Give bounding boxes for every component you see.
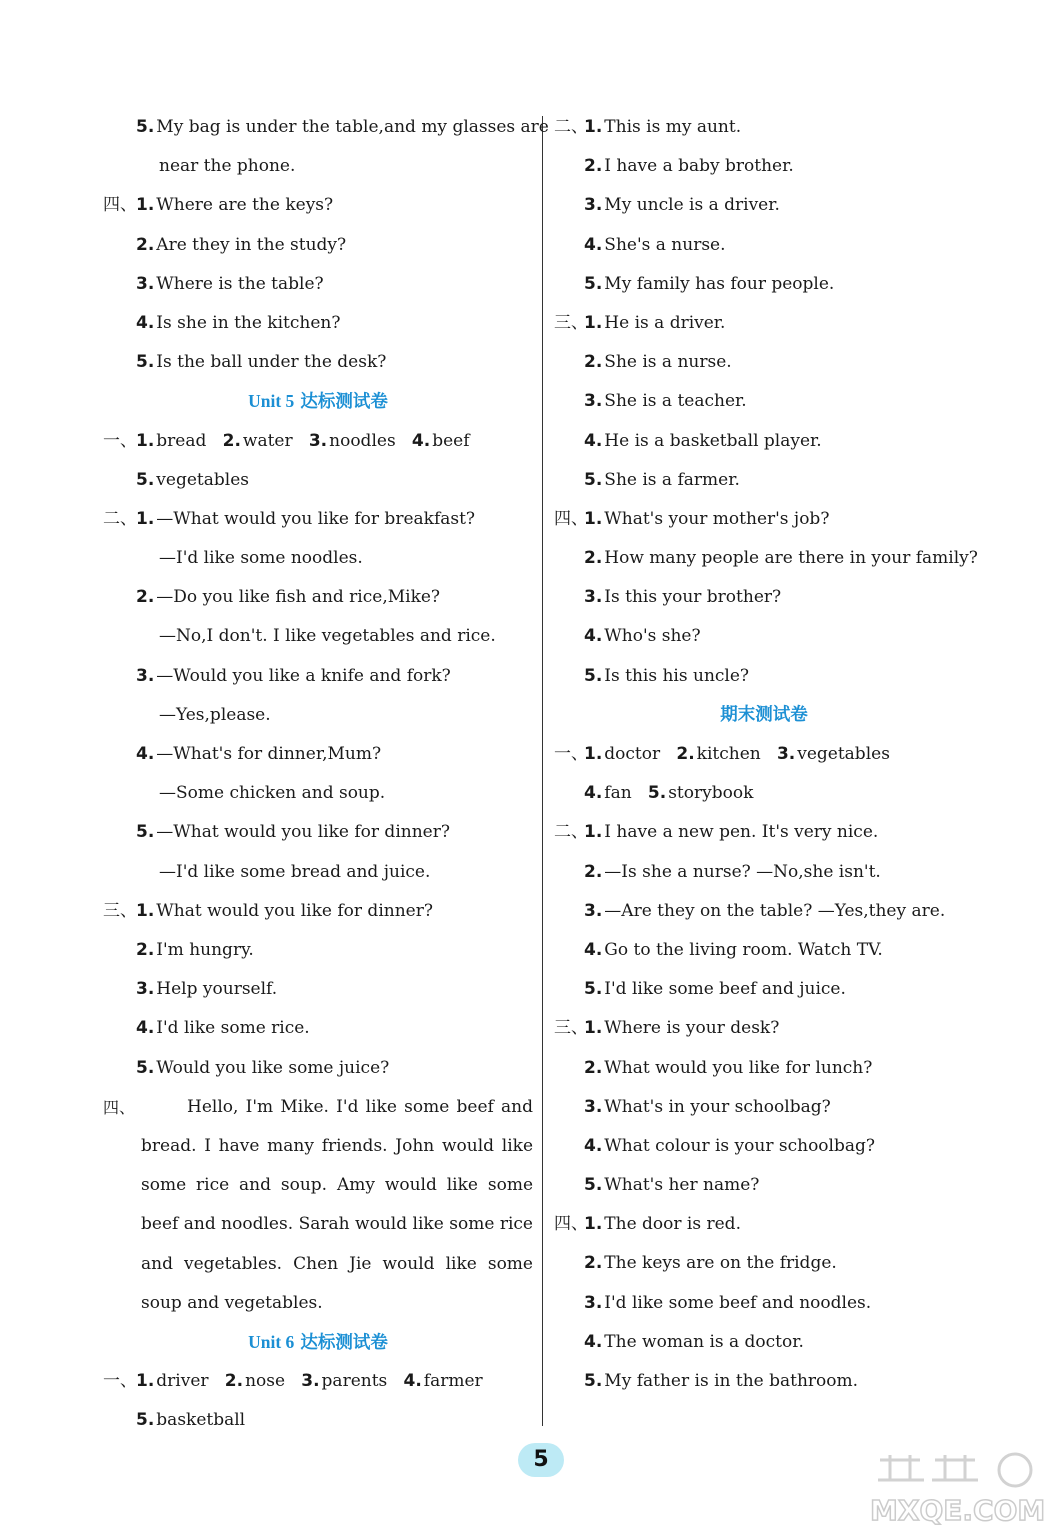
answer-line: 5. Would you like some juice?: [136, 1057, 390, 1078]
unit5-heading: Unit 5 达标测试卷: [248, 391, 388, 412]
answer-line: 2. She is a nurse.: [584, 352, 732, 373]
answer-line: 一、1. driver 2. nose 3. parents 4. farmer: [103, 1362, 533, 1401]
right-column: [554, 108, 978, 1401]
section-label: 四、: [103, 195, 137, 216]
answer-line: 4. Go to the living room. Watch TV.: [584, 939, 883, 960]
section-label: 四、: [103, 1097, 136, 1117]
answer-line: —I'd like some noodles.: [159, 548, 363, 569]
answer-line: near the phone.: [159, 156, 296, 177]
answer-line: 三、1. Where is your desk?: [554, 1009, 974, 1048]
answer-line: 5. Is this his uncle?: [584, 665, 750, 686]
answer-line: 2. —Is she a nurse? —No,she isn't.: [584, 861, 881, 882]
answer-line: 3. My uncle is a driver.: [584, 195, 780, 216]
column-divider: [542, 116, 543, 1426]
answer-line: 3. Is this your brother?: [584, 587, 782, 608]
answer-line: 5. She is a farmer.: [584, 469, 740, 490]
answer-line: 4. —What's for dinner,Mum?: [136, 744, 382, 764]
section-label: 四、: [554, 1214, 588, 1235]
answer-line: 2. I have a baby brother.: [584, 156, 794, 177]
answer-line: 四、1. What's your mother's job?: [554, 500, 974, 539]
section-label: 二、: [554, 117, 588, 137]
answer-line: 4. The woman is a doctor.: [584, 1331, 804, 1352]
answer-line: 5. My bag is under the table,and my glasses are: [136, 117, 549, 137]
answer-line: 四、1. Where are the keys?: [103, 186, 533, 225]
answer-line: 3. She is a teacher.: [584, 391, 747, 412]
section-label: 二、: [103, 508, 137, 529]
section-label: 一、: [103, 1371, 137, 1392]
answer-line: 5. vegetables: [136, 469, 249, 490]
section-label: 三、: [554, 312, 588, 333]
answer-line: 3. What's in your schoolbag?: [584, 1096, 831, 1117]
answer-line: 3. I'd like some beef and noodles.: [584, 1292, 872, 1313]
answer-line: 5. basketball: [136, 1410, 246, 1431]
answer-line: 4. She's a nurse.: [584, 234, 726, 255]
answer-line: 3. Where is the table?: [136, 273, 324, 294]
answer-line: 5. I'd like some beef and juice.: [584, 979, 846, 1000]
answer-line: 4. What colour is your schoolbag?: [584, 1135, 875, 1156]
answer-line: —No,I don't. I like vegetables and rice.: [159, 626, 496, 647]
page-number: 5: [518, 1443, 564, 1477]
answer-line: 4. He is a basketball player.: [584, 430, 822, 451]
answer-line: 3. —Would you like a knife and fork?: [136, 665, 451, 686]
answer-line: 一、1. bread 2. water 3. noodles 4. beef: [103, 422, 533, 461]
answer-line: —Yes,please.: [159, 704, 271, 725]
section-label: 一、: [554, 744, 588, 764]
section-label: 四、: [554, 508, 588, 529]
answer-line: —Some chicken and soup.: [159, 783, 386, 804]
answer-line: 4. Is she in the kitchen?: [136, 312, 341, 333]
answer-line: 二、1. —What would you like for breakfast?: [103, 500, 533, 539]
final-exam-heading: 期末测试卷: [720, 704, 808, 725]
watermark-logo: [870, 1450, 1045, 1530]
reading-paragraph: [103, 1088, 533, 1323]
answer-line: 5. Is the ball under the desk?: [136, 352, 387, 373]
answer-line: 2. I'm hungry.: [136, 939, 254, 960]
answer-line: 2. How many people are there in your family?: [584, 548, 978, 569]
answer-line: 二、1. This is my aunt.: [554, 108, 974, 147]
section-label: 一、: [103, 430, 137, 451]
answer-line: 2. Are they in the study?: [136, 234, 347, 255]
answer-line: 2. What would you like for lunch?: [584, 1057, 873, 1078]
answer-line: 一、1. doctor 2. kitchen 3. vegetables: [554, 735, 974, 774]
answer-line: 5. My father is in the bathroom.: [584, 1371, 859, 1391]
answer-line: —I'd like some bread and juice.: [159, 861, 431, 882]
answer-line: 二、1. I have a new pen. It's very nice.: [554, 813, 974, 852]
watermark-text: MXQE.COM: [870, 1494, 1045, 1527]
answer-line: 3. —Are they on the table? —Yes,they are.: [584, 900, 946, 921]
answer-line: 2. —Do you like fish and rice,Mike?: [136, 587, 441, 608]
unit6-heading: Unit 6 达标测试卷: [248, 1331, 388, 1352]
answer-line: 2. The keys are on the fridge.: [584, 1253, 837, 1274]
section-label: 二、: [554, 822, 588, 843]
answer-line: 四、1. The door is red.: [554, 1205, 974, 1244]
section-label: 三、: [554, 1018, 588, 1039]
answer-line: 4. I'd like some rice.: [136, 1018, 310, 1039]
answer-line: 三、1. He is a driver.: [554, 304, 974, 343]
answer-line: 5. —What would you like for dinner?: [136, 822, 450, 843]
answer-line: 5. What's her name?: [584, 1175, 760, 1196]
answer-line: 3. Help yourself.: [136, 979, 278, 1000]
answer-line: 4. Who's she?: [584, 626, 701, 647]
answer-line: 5. My family has four people.: [584, 273, 835, 294]
section-label: 三、: [103, 900, 137, 921]
left-column: [103, 108, 549, 1440]
paragraph-text: Hello, I'm Mike. I'd like some beef and bread. I have many friends. John would like some rice and soup. Amy would like some beef and noodles. Sarah would like some rice and vegetables. Chen Jie would like some soup and vegetables.: [141, 1096, 533, 1313]
answer-line: 4. fan 5. storybook: [584, 783, 754, 804]
answer-line: 三、1. What would you like for dinner?: [103, 892, 533, 931]
